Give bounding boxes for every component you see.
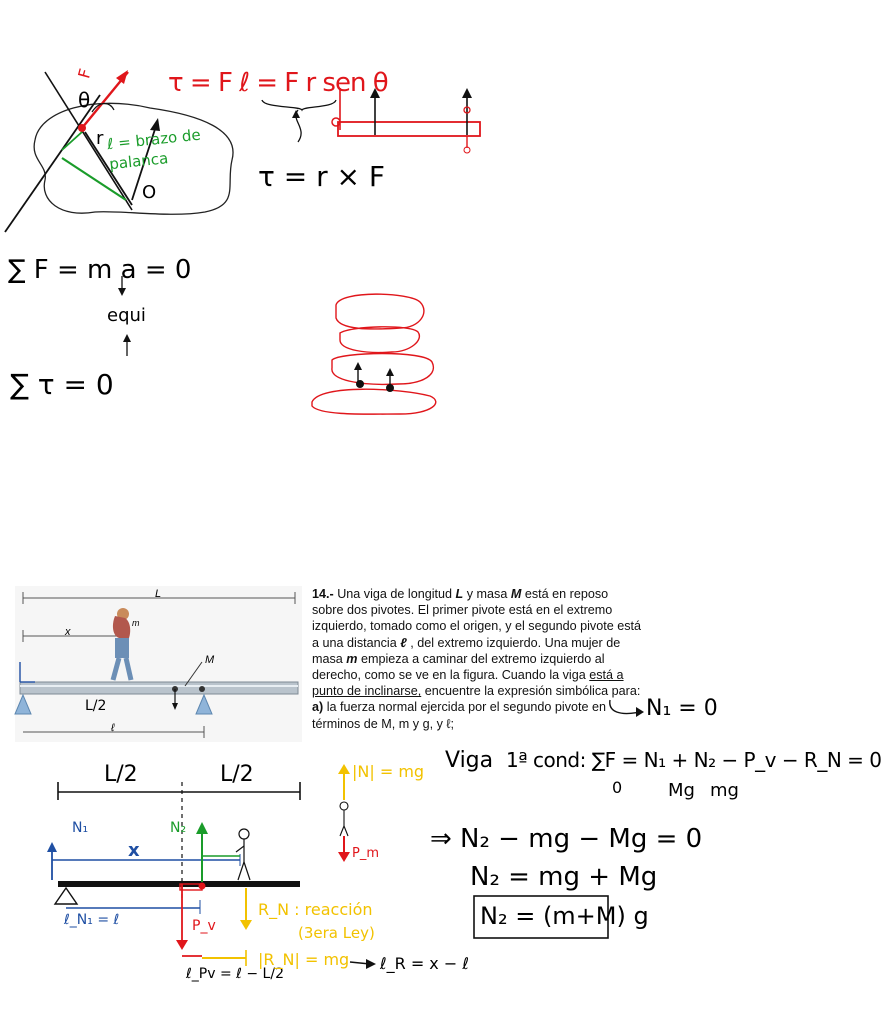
n1-zero: N₁ = 0 [646, 696, 718, 721]
fig-distance-x: x [65, 626, 71, 638]
r-vector-label: r [96, 128, 104, 149]
torque-equation: τ = F ℓ = F r sen θ [168, 68, 388, 98]
fig-length-L: L [155, 588, 162, 600]
first-condition: 1ª cond: ∑F = N₁ + N₂ − P_v − R_N = 0 [506, 748, 881, 772]
third-law-label: (3era Ley) [298, 924, 375, 942]
sum-torques-equation: ∑ τ = 0 [10, 368, 114, 401]
under-rn: mg [710, 780, 739, 801]
n1-label: N₁ [72, 820, 89, 836]
pm-label: P_m [352, 846, 380, 861]
under-pv: Mg [668, 780, 695, 801]
stick-woman [236, 829, 250, 880]
theta-label: θ [78, 88, 91, 112]
fig-mass-M: M [205, 654, 215, 666]
pv-label: P_v [192, 918, 216, 934]
normal-mg: |N| = mg [352, 762, 425, 781]
l-pv-label: ℓ_Pv = ℓ − L/2 [186, 966, 284, 982]
equation-3-boxed: N₂ = (m+M) g [480, 902, 649, 930]
fig-half-length: L/2 [85, 698, 107, 714]
half-left-label: L/2 [104, 762, 138, 787]
fig-pivot-distance: ℓ [111, 722, 115, 734]
fig-mass-m: m [132, 618, 140, 628]
lever-arm-label: ℓ = brazo de palanca [106, 125, 202, 174]
n2-label: N₂ [170, 820, 187, 836]
half-right-label: L/2 [220, 762, 254, 787]
under-n1: 0 [612, 778, 623, 797]
equation-2: N₂ = mg + Mg [470, 862, 658, 892]
x-label: x [128, 840, 140, 861]
problem-number: 14.- [312, 587, 334, 601]
rn-label: R_N : reacción [258, 900, 373, 919]
rn-magnitude: |R_N| = mg [258, 950, 350, 969]
sum-forces-equation: ∑ F = m a = 0 [8, 255, 192, 285]
part-a-label: a) [312, 700, 324, 715]
viga-label: Viga [445, 748, 494, 773]
l-r-label: ℓ_R = x − ℓ [380, 954, 469, 973]
l-n1-label: ℓ_N₁ = ℓ [64, 912, 120, 928]
equation-1: ⇒ N₂ − mg − Mg = 0 [430, 824, 703, 854]
part-a-text: la fuerza normal ejercida por el segundo pivote en términos de M, m y g, y ℓ; [312, 700, 607, 731]
origin-label: O [142, 182, 157, 203]
torque-cross-product: τ = r × F [258, 160, 385, 193]
equilibrium-label: equi [107, 305, 146, 326]
problem-statement: 14.- Una viga de longitud L y masa M está en reposo sobre dos pivotes. El primer pivote está en el extremo izquierdo, tomado como el origen, y el segundo pivote está a una distancia ℓ , del extremo izquierdo. Una mujer de masa m empieza a caminar del extremo izquierdo al derecho, como se ve en la figura. Cuando la viga está a punto de inclinarse, encuentre la expresión simbólica para: a) la fuerza normal ejercida por el segundo pivote en términos de M, m y g, y ℓ; [312, 587, 642, 731]
force-vector-label: F [74, 66, 95, 81]
